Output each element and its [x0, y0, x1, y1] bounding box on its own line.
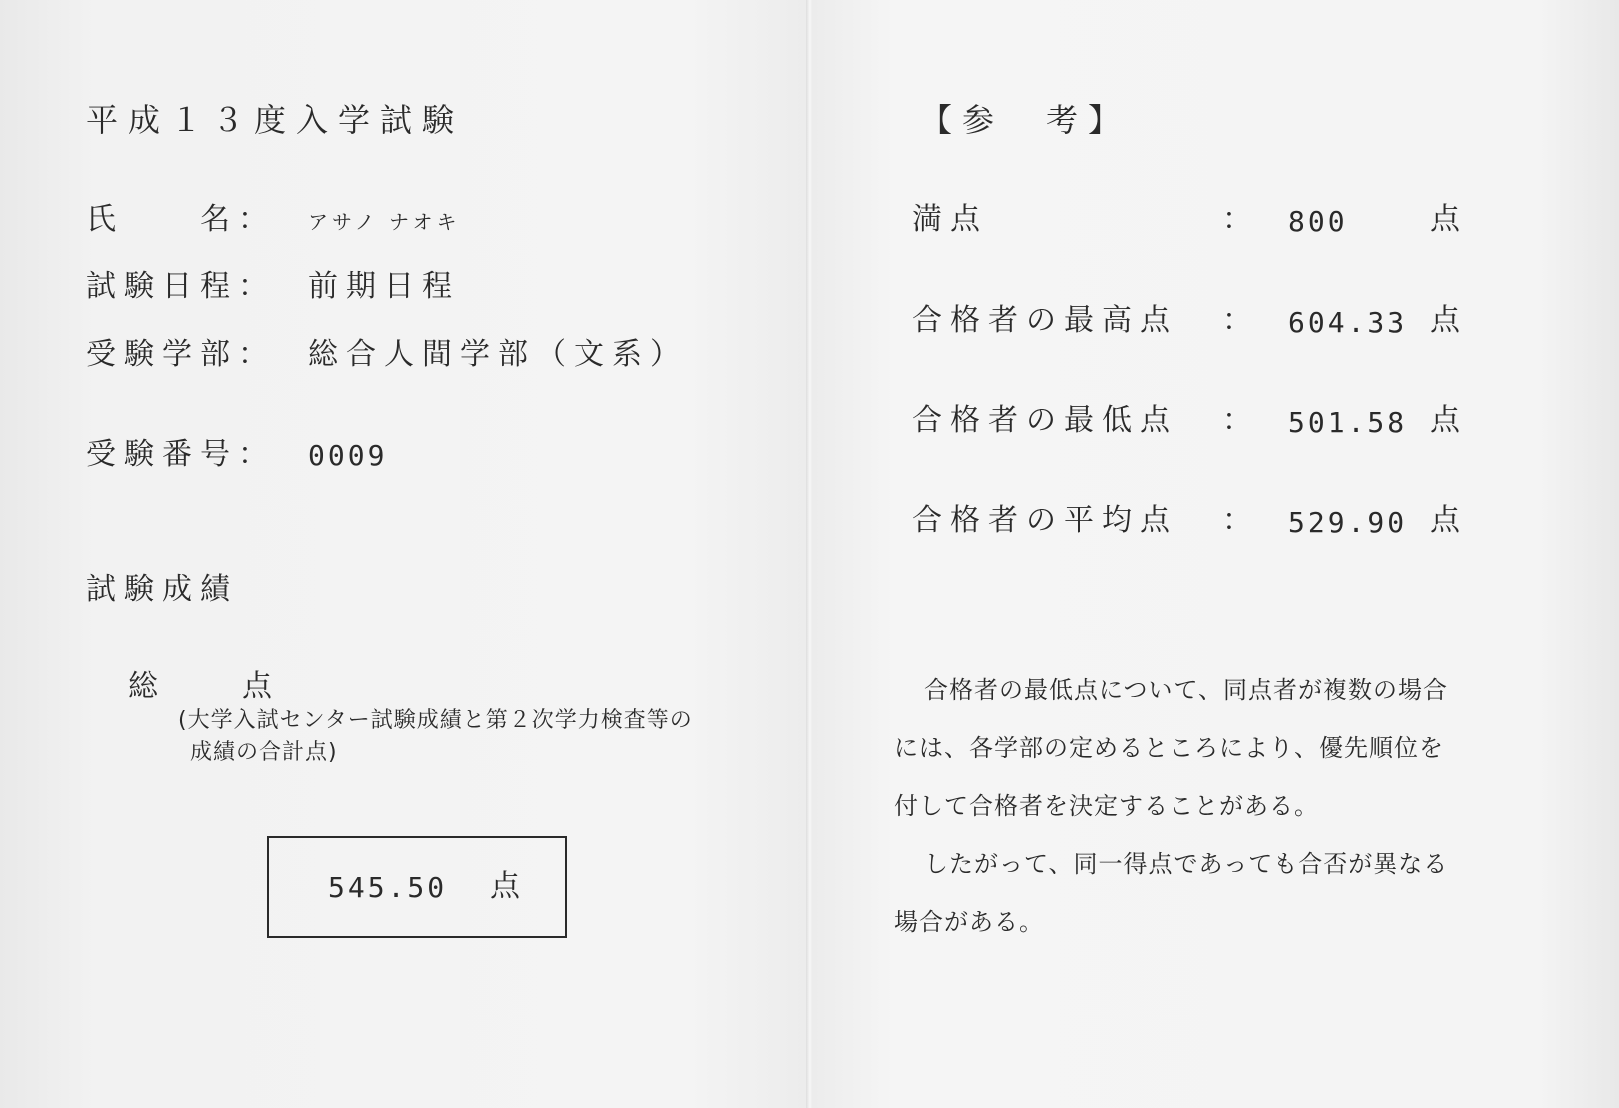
total-score-unit: 点	[490, 869, 528, 904]
results-heading: 試験成績	[86, 572, 238, 607]
ref-row-label: 合格者の最高点	[912, 303, 1178, 338]
name-label: 氏 名：	[86, 202, 276, 237]
reference-heading: 【参 考】	[920, 101, 1131, 139]
right-page	[812, 0, 1619, 1108]
total-score-value: 545.50	[328, 871, 448, 904]
ref-row-value: 604.33	[1288, 306, 1408, 339]
ref-row-value: 501.58	[1288, 406, 1408, 439]
total-label: 総 点	[128, 669, 280, 704]
number-value: 0009	[308, 439, 388, 472]
ref-row-value: 529.90	[1288, 506, 1408, 539]
ref-row-unit: 点	[1430, 303, 1468, 338]
note-paragraph-line: 場合がある。	[894, 908, 1044, 936]
note-paragraph-line: 合格者の最低点について、同点者が複数の場合	[924, 676, 1449, 704]
ref-row-unit: 点	[1430, 403, 1468, 438]
ref-row-colon: ：	[1222, 503, 1260, 538]
note-paragraph-line: には、各学部の定めるところにより、優先順位を	[894, 734, 1444, 762]
ref-row-value: 800	[1288, 205, 1348, 238]
ref-row-label: 満点	[912, 202, 988, 237]
total-note-line2: 成績の合計点)	[190, 740, 338, 765]
left-page	[0, 0, 808, 1108]
total-note-line1: (大学入試センター試験成績と第２次学力検査等の	[178, 708, 693, 733]
ref-row-label: 合格者の最低点	[912, 403, 1178, 438]
faculty-value: 総合人間学部（文系）	[308, 337, 688, 372]
note-paragraph-line: したがって、同一得点であっても合否が異なる	[924, 850, 1449, 878]
name-value: アサノ ナオキ	[308, 210, 461, 234]
number-label: 受験番号：	[86, 437, 276, 472]
ref-row-label: 合格者の平均点	[912, 503, 1178, 538]
ref-row-colon: ：	[1222, 202, 1260, 237]
note-paragraph-line: 付して合格者を決定することがある。	[894, 792, 1319, 820]
schedule-value: 前期日程	[308, 269, 460, 304]
schedule-label: 試験日程：	[86, 269, 276, 304]
ref-row-unit: 点	[1430, 202, 1468, 237]
ref-row-unit: 点	[1430, 503, 1468, 538]
exam-title: 平成１３度入学試験	[86, 101, 465, 139]
ref-row-colon: ：	[1222, 303, 1260, 338]
ref-row-colon: ：	[1222, 403, 1260, 438]
faculty-label: 受験学部：	[86, 337, 276, 372]
